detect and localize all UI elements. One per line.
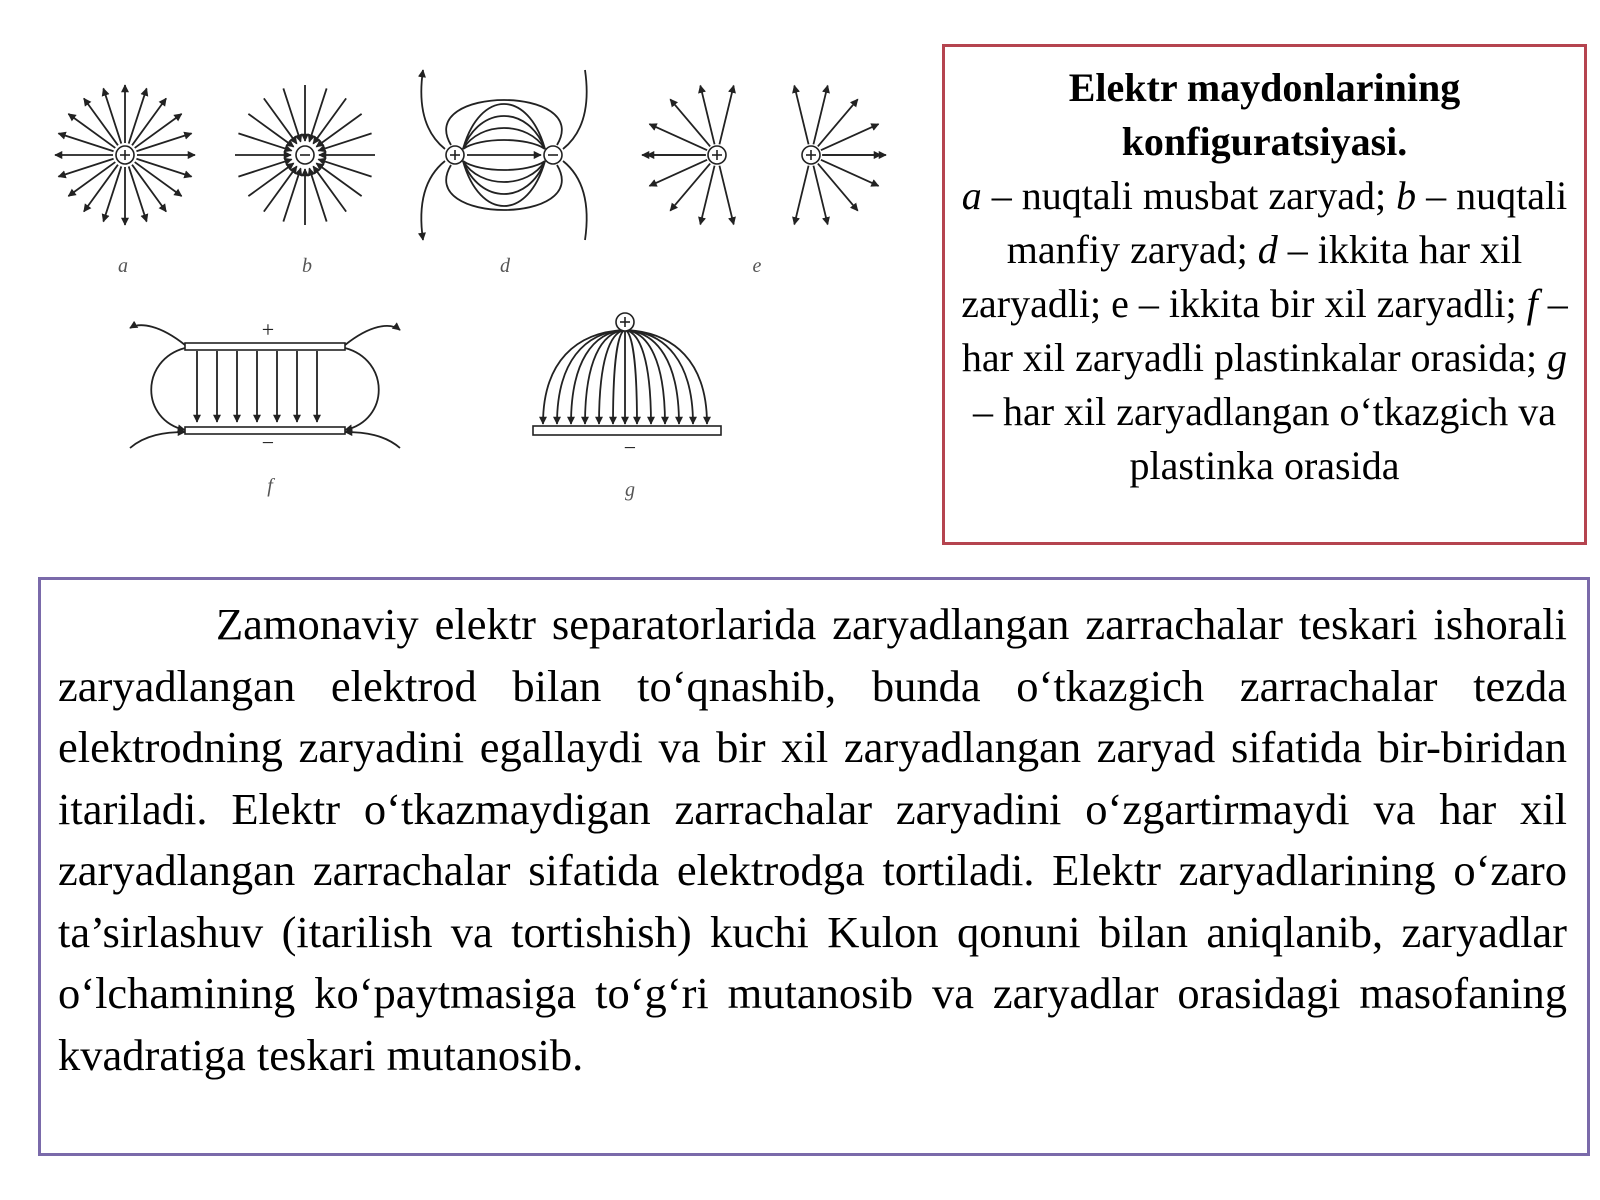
field-line-repel xyxy=(794,86,808,145)
label-b: b xyxy=(302,255,312,277)
caption-a-text: – nuqtali musbat zaryad; xyxy=(981,173,1397,218)
label-e: e xyxy=(752,255,762,277)
field-line-fringe xyxy=(345,432,400,448)
caption-b-text: – nuqtali manfiy zaryad; xyxy=(1006,173,1568,272)
positive-plate xyxy=(185,343,345,350)
field-line-repel xyxy=(719,166,733,225)
field-line-outer xyxy=(563,70,587,149)
field-line-arc xyxy=(446,165,562,210)
field-line-to-plate xyxy=(585,330,625,424)
field-line-fringe xyxy=(151,348,185,430)
figure-caption xyxy=(942,44,1587,545)
field-line-outward xyxy=(129,166,147,221)
field-line-outward xyxy=(58,133,113,151)
label-d: d xyxy=(500,255,510,277)
field-line-outward xyxy=(103,166,121,221)
field-line-arc xyxy=(463,161,545,182)
field-line-outward xyxy=(136,159,191,177)
caption-b-letter: b xyxy=(1396,173,1417,218)
plate-plus-sign: + xyxy=(261,317,275,342)
field-line-arc xyxy=(463,128,545,149)
field-line-repel xyxy=(700,86,714,145)
field-line-fringe xyxy=(345,326,400,345)
field-line-inward xyxy=(318,159,371,176)
field-line-arc xyxy=(446,100,562,145)
field-line-inward xyxy=(283,168,300,221)
ground-plate-minus-sign: − xyxy=(623,435,637,460)
field-line-fringe xyxy=(130,325,185,345)
field-line-repel xyxy=(818,164,858,211)
body-text-box xyxy=(38,577,1590,1156)
label-g: g xyxy=(625,479,635,501)
caption-g-letter: g xyxy=(1547,335,1568,380)
field-line-to-plate xyxy=(625,330,665,424)
field-line-repel xyxy=(813,166,827,225)
field-a-positive-charge xyxy=(55,85,195,225)
field-line-repel xyxy=(821,160,879,186)
label-a: a xyxy=(118,255,128,277)
field-line-repel xyxy=(649,160,707,186)
field-line-repel xyxy=(821,124,879,150)
field-line-repel xyxy=(700,166,714,225)
field-line-repel xyxy=(670,164,710,211)
field-line-repel xyxy=(649,124,707,150)
field-line-repel xyxy=(818,99,858,146)
field-line-fringe xyxy=(345,348,379,430)
field-line-outer xyxy=(563,161,587,240)
field-line-to-plate xyxy=(613,330,625,424)
caption-title-line-1: Elektr maydonlarining xyxy=(1068,65,1461,110)
caption-e-text: e – ikkita bir xil zaryadli; xyxy=(1111,281,1527,326)
caption-g-text: – har xil zaryadlangan o‘tkazgich va plastinka orasida xyxy=(972,389,1557,488)
field-d-opposite-charges xyxy=(421,70,586,240)
caption-description xyxy=(957,169,1572,493)
caption-d-letter: d xyxy=(1257,227,1278,272)
field-line-repel xyxy=(719,86,733,145)
field-line-arc xyxy=(463,161,545,206)
caption-title-line-2: konfiguratsiyasi. xyxy=(1121,119,1408,164)
label-f: f xyxy=(267,475,273,497)
caption-f-text: – har xil zaryadli plastinkalar orasida; xyxy=(961,281,1568,380)
field-line-inward xyxy=(309,88,326,141)
caption-f-letter: f xyxy=(1526,281,1538,326)
field-line-arc xyxy=(463,140,545,149)
caption-d-text: – ikkita har xil zaryadli; xyxy=(961,227,1523,326)
field-line-inward xyxy=(283,88,300,141)
field-line-inward xyxy=(238,133,291,150)
caption-a-letter: a xyxy=(961,173,982,218)
field-e-like-charges xyxy=(642,86,886,225)
field-line-arc xyxy=(463,104,545,149)
field-line-outer xyxy=(421,70,445,149)
field-line-arc xyxy=(463,161,545,170)
field-b-negative-charge xyxy=(235,85,375,225)
field-g-conductor-plate xyxy=(533,313,721,435)
field-line-outward xyxy=(136,133,191,151)
field-line-outward xyxy=(58,159,113,177)
ground-plate xyxy=(533,426,721,435)
field-line-outward xyxy=(103,88,121,143)
field-line-inward xyxy=(238,159,291,176)
field-line-inward xyxy=(309,168,326,221)
field-line-repel xyxy=(670,99,710,146)
field-line-fringe xyxy=(130,432,185,448)
field-line-repel xyxy=(813,86,827,145)
electric-field-figure xyxy=(45,50,920,530)
body-paragraph: Zamonaviy elektr separatorlarida zaryadlangan zarrachalar teskari ishorali zaryadlangan elektrod bilan to‘qnashib, bunda o‘tkazgich zarrachalar tezda elektrodning zaryadini egallaydi va bir xil zaryadlangan zaryad sifatida bir-biridan itariladi. Elektr o‘tkazmaydigan zarrachalar zaryadini o‘zgartirmaydi va har xil zaryadlangan zarrachalar sifatida elektrodga tortiladi. Elektr zaryadlarining o‘zaro ta’sirlashuv (itarilish va tortishish) kuchi Kulon qonuni bilan aniqlanib, zaryadlar o‘lchamining ko‘paytmasiga to‘g‘ri mutanosib va zaryadlar orasidagi masofaning kvadratiga teskari mutanosib. xyxy=(58,599,1567,1080)
plate-minus-sign: − xyxy=(261,430,275,455)
field-line-inward xyxy=(318,133,371,150)
field-line-outer xyxy=(421,161,445,240)
field-line-repel xyxy=(794,166,808,225)
field-line-to-plate xyxy=(625,330,637,424)
field-line-outward xyxy=(129,88,147,143)
